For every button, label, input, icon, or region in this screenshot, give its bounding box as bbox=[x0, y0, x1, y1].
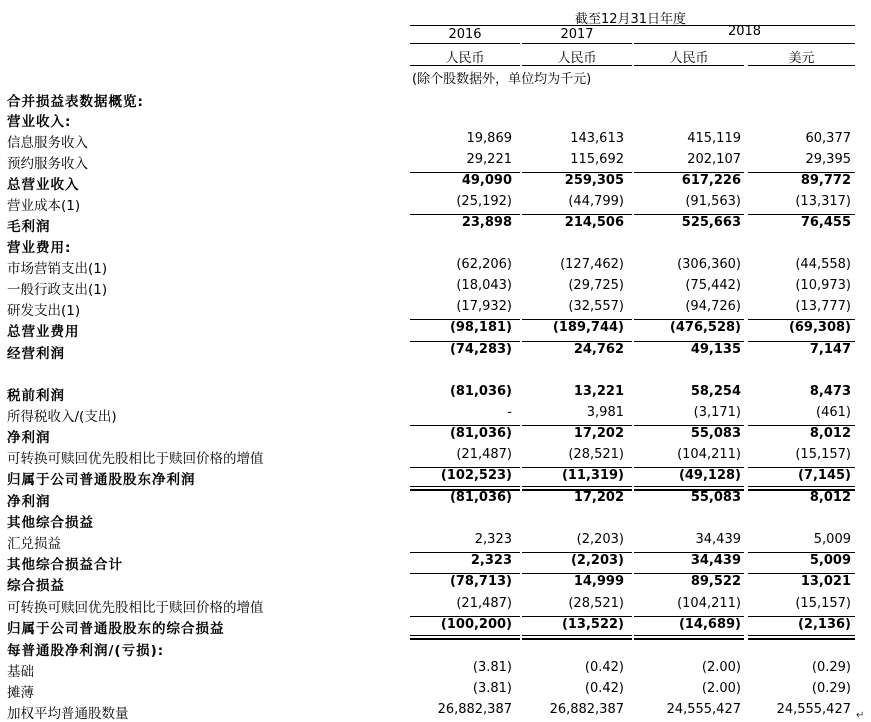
total-rule bbox=[748, 638, 855, 640]
double-rule bbox=[634, 486, 744, 487]
row-value-col-0: (102,523) bbox=[440, 468, 512, 483]
row-value-col-0: (21,487) bbox=[456, 447, 512, 462]
row-value-col-2: 55,083 bbox=[690, 490, 741, 505]
row-value-col-0: 19,869 bbox=[466, 131, 512, 146]
row-value-col-1: (2,203) bbox=[576, 532, 624, 547]
row-value-col-1: 17,202 bbox=[573, 490, 624, 505]
row-value-col-1: (0.42) bbox=[584, 660, 624, 675]
row-value-col-0: (25,192) bbox=[456, 194, 512, 209]
table-row bbox=[0, 297, 871, 318]
total-rule bbox=[522, 489, 632, 491]
row-value-col-1: 13,221 bbox=[573, 384, 624, 399]
row-value-col-1: (28,521) bbox=[568, 596, 624, 611]
total-rule bbox=[410, 489, 520, 491]
total-rule bbox=[634, 573, 744, 574]
row-value-col-3: 8,012 bbox=[809, 426, 851, 441]
row-value-col-1: 115,692 bbox=[570, 152, 624, 167]
currency-2018-usd: 美元 bbox=[788, 51, 815, 66]
row-value-col-2: 55,083 bbox=[690, 426, 741, 441]
total-rule bbox=[634, 319, 744, 320]
row-label: 摊薄 bbox=[7, 685, 34, 701]
unit-note: (除个股数据外，单位均为千元) bbox=[412, 72, 592, 87]
row-label: 信息服务收入 bbox=[7, 135, 88, 151]
row-value-col-3: (15,157) bbox=[795, 447, 851, 462]
row-value-col-3: 60,377 bbox=[805, 131, 851, 146]
total-rule bbox=[410, 425, 520, 426]
year-2016: 2016 bbox=[448, 27, 482, 42]
row-label: 总营业费用 bbox=[7, 324, 80, 340]
row-label: 税前利润 bbox=[7, 388, 65, 404]
row-value-col-1: (0.42) bbox=[584, 681, 624, 696]
double-rule bbox=[748, 486, 855, 487]
row-value-col-0: (98,181) bbox=[449, 320, 512, 335]
row-value-col-0: 26,882,387 bbox=[437, 702, 512, 717]
row-value-col-3: 8,473 bbox=[809, 384, 851, 399]
row-value-col-2: (2.00) bbox=[701, 681, 741, 696]
row-value-col-1: (29,725) bbox=[568, 278, 624, 293]
row-value-col-2: 34,439 bbox=[690, 553, 741, 568]
row-label: 所得税收入/(支出) bbox=[7, 409, 117, 425]
row-label: 可转换可赎回优先股相比于赎回价格的增值 bbox=[7, 451, 264, 467]
table-row bbox=[0, 276, 871, 297]
row-value-col-3: (2,136) bbox=[797, 617, 851, 632]
row-value-col-1: 14,999 bbox=[573, 574, 624, 589]
row-label: 合并损益表数据概览: bbox=[7, 94, 144, 110]
row-label: 市场营销支出(1) bbox=[7, 261, 108, 277]
row-value-col-3: (0.29) bbox=[811, 660, 851, 675]
table-row bbox=[0, 572, 871, 593]
year-underline-2018 bbox=[634, 43, 855, 44]
row-label: 总营业收入 bbox=[7, 177, 80, 193]
table-row bbox=[0, 171, 871, 192]
row-value-col-0: 23,898 bbox=[461, 215, 512, 230]
table-row bbox=[0, 382, 871, 403]
row-value-col-2: 34,439 bbox=[695, 532, 741, 547]
row-value-col-3: 76,455 bbox=[800, 215, 851, 230]
row-value-col-0: (81,036) bbox=[449, 490, 512, 505]
table-row bbox=[0, 700, 871, 721]
row-value-col-3: 24,555,427 bbox=[776, 702, 851, 717]
row-value-col-1: (13,522) bbox=[561, 617, 624, 632]
row-value-col-0: (78,713) bbox=[449, 574, 512, 589]
table-row bbox=[0, 551, 871, 572]
total-rule bbox=[522, 552, 632, 553]
table-row bbox=[0, 88, 871, 109]
total-rule bbox=[634, 214, 744, 215]
row-label: 净利润 bbox=[7, 494, 51, 510]
total-rule bbox=[634, 616, 744, 617]
row-value-col-0: - bbox=[507, 405, 512, 420]
row-value-col-3: 5,009 bbox=[813, 532, 851, 547]
table-row bbox=[0, 424, 871, 445]
total-rule bbox=[410, 214, 520, 215]
row-value-col-0: (62,206) bbox=[456, 257, 512, 272]
row-value-col-2: 202,107 bbox=[687, 152, 741, 167]
table-row bbox=[0, 530, 871, 551]
currency-underline-2 bbox=[634, 65, 744, 66]
total-rule bbox=[634, 467, 744, 468]
total-rule bbox=[748, 319, 855, 320]
row-value-col-0: 29,221 bbox=[466, 152, 512, 167]
table-row bbox=[0, 192, 871, 213]
row-value-col-1: (2,203) bbox=[570, 553, 624, 568]
row-value-col-3: (13,317) bbox=[795, 194, 851, 209]
row-value-col-2: (94,726) bbox=[685, 299, 741, 314]
currency-underline-0 bbox=[410, 65, 520, 66]
total-rule bbox=[522, 573, 632, 574]
total-rule bbox=[634, 489, 744, 491]
row-label: 归属于公司普通股股东净利润 bbox=[7, 472, 196, 488]
total-rule bbox=[748, 341, 855, 342]
row-value-col-3: 5,009 bbox=[809, 553, 851, 568]
total-rule bbox=[634, 341, 744, 342]
row-label: 其他综合损益 bbox=[7, 515, 94, 531]
total-rule bbox=[634, 425, 744, 426]
total-rule bbox=[522, 616, 632, 617]
total-rule bbox=[410, 616, 520, 617]
table-row bbox=[0, 466, 871, 487]
double-rule bbox=[522, 486, 632, 487]
row-label: 可转换可赎回优先股相比于赎回价格的增值 bbox=[7, 600, 264, 616]
row-value-col-0: (74,283) bbox=[449, 342, 512, 357]
currency-underline-1 bbox=[522, 65, 632, 66]
double-rule bbox=[748, 635, 855, 636]
double-rule bbox=[410, 486, 520, 487]
table-row bbox=[0, 213, 871, 234]
double-rule bbox=[522, 635, 632, 636]
row-value-col-3: (15,157) bbox=[795, 596, 851, 611]
row-value-col-3: (7,145) bbox=[797, 468, 851, 483]
row-value-col-2: 49,135 bbox=[690, 342, 741, 357]
total-rule bbox=[522, 638, 632, 640]
row-label: 研发支出(1) bbox=[7, 303, 81, 319]
row-value-col-0: (21,487) bbox=[456, 596, 512, 611]
table-row bbox=[0, 615, 871, 636]
total-rule bbox=[410, 552, 520, 553]
year-2017: 2017 bbox=[560, 27, 594, 42]
row-value-col-0: (18,043) bbox=[456, 278, 512, 293]
row-value-col-1: 214,506 bbox=[564, 215, 624, 230]
row-value-col-2: (476,528) bbox=[669, 320, 741, 335]
row-value-col-3: 89,772 bbox=[800, 173, 851, 188]
table-row bbox=[0, 403, 871, 424]
total-rule bbox=[522, 319, 632, 320]
row-label: 净利润 bbox=[7, 430, 51, 446]
table-row bbox=[0, 658, 871, 679]
row-label: 营业成本(1) bbox=[7, 198, 81, 214]
row-value-col-1: (11,319) bbox=[561, 468, 624, 483]
row-value-col-1: (189,744) bbox=[552, 320, 624, 335]
year-underline-2016 bbox=[410, 43, 520, 44]
table-row bbox=[0, 637, 871, 658]
row-value-col-2: (104,211) bbox=[677, 447, 741, 462]
row-value-col-1: 17,202 bbox=[573, 426, 624, 441]
table-row bbox=[0, 445, 871, 466]
row-value-col-3: 29,395 bbox=[805, 152, 851, 167]
row-value-col-0: (3.81) bbox=[472, 681, 512, 696]
period-header: 截至12月31日年度 bbox=[574, 12, 687, 27]
total-rule bbox=[748, 616, 855, 617]
row-value-col-3: 8,012 bbox=[809, 490, 851, 505]
total-rule bbox=[410, 573, 520, 574]
row-value-col-2: (14,689) bbox=[678, 617, 741, 632]
total-rule bbox=[634, 172, 744, 173]
row-value-col-2: 89,522 bbox=[690, 574, 741, 589]
row-value-col-2: (2.00) bbox=[701, 660, 741, 675]
row-label: 预约服务收入 bbox=[7, 156, 88, 172]
row-label: 营业收入: bbox=[7, 114, 72, 130]
year-underline-2017 bbox=[522, 43, 632, 44]
row-value-col-3: (44,558) bbox=[795, 257, 851, 272]
total-rule bbox=[522, 341, 632, 342]
total-rule bbox=[748, 489, 855, 491]
total-rule bbox=[634, 552, 744, 553]
total-rule bbox=[748, 552, 855, 553]
double-rule bbox=[634, 635, 744, 636]
row-label: 经营利润 bbox=[7, 346, 65, 362]
total-rule bbox=[748, 214, 855, 215]
total-rule bbox=[748, 425, 855, 426]
total-rule bbox=[748, 573, 855, 574]
row-label: 汇兑损益 bbox=[7, 536, 61, 552]
row-value-col-2: (3,171) bbox=[693, 405, 741, 420]
total-rule bbox=[748, 172, 855, 173]
row-value-col-1: 26,882,387 bbox=[549, 702, 624, 717]
table-row bbox=[0, 488, 871, 509]
row-label: 归属于公司普通股股东的综合损益 bbox=[7, 621, 225, 637]
row-value-col-1: 24,762 bbox=[573, 342, 624, 357]
table-row bbox=[0, 150, 871, 171]
row-value-col-1: (32,557) bbox=[568, 299, 624, 314]
total-rule bbox=[634, 638, 744, 640]
row-value-col-2: (104,211) bbox=[677, 596, 741, 611]
total-rule bbox=[748, 467, 855, 468]
row-value-col-2: 415,119 bbox=[687, 131, 741, 146]
table-row bbox=[0, 129, 871, 150]
row-value-col-1: (127,462) bbox=[560, 257, 624, 272]
total-rule bbox=[522, 425, 632, 426]
table-row bbox=[0, 318, 871, 339]
total-rule bbox=[410, 467, 520, 468]
row-value-col-3: (69,308) bbox=[788, 320, 851, 335]
row-value-col-2: 617,226 bbox=[681, 173, 741, 188]
row-value-col-3: (0.29) bbox=[811, 681, 851, 696]
row-value-col-0: (3.81) bbox=[472, 660, 512, 675]
total-rule bbox=[410, 638, 520, 640]
total-rule bbox=[522, 214, 632, 215]
row-label: 毛利润 bbox=[7, 219, 51, 235]
row-value-col-1: 3,981 bbox=[586, 405, 624, 420]
row-label: 每普通股净利润/(亏损): bbox=[7, 643, 165, 659]
row-value-col-3: (10,973) bbox=[795, 278, 851, 293]
row-value-col-0: 2,323 bbox=[470, 553, 512, 568]
end-mark: ↵ bbox=[856, 710, 865, 721]
row-label: 一般行政支出(1) bbox=[7, 282, 108, 298]
row-label: 加权平均普通股数量 bbox=[7, 706, 129, 722]
row-value-col-0: (17,932) bbox=[456, 299, 512, 314]
table-row bbox=[0, 594, 871, 615]
row-value-col-0: (81,036) bbox=[449, 384, 512, 399]
row-value-col-2: 24,555,427 bbox=[666, 702, 741, 717]
row-label: 其他综合损益合计 bbox=[7, 557, 123, 573]
row-value-col-2: 525,663 bbox=[681, 215, 741, 230]
row-value-col-0: (81,036) bbox=[449, 426, 512, 441]
currency-2016: 人民币 bbox=[445, 51, 485, 66]
table-row bbox=[0, 509, 871, 530]
double-rule bbox=[410, 635, 520, 636]
total-rule bbox=[410, 319, 520, 320]
row-label: 基础 bbox=[7, 664, 34, 680]
row-value-col-1: 143,613 bbox=[570, 131, 624, 146]
row-value-col-1: (44,799) bbox=[568, 194, 624, 209]
row-value-col-0: 2,323 bbox=[474, 532, 512, 547]
table-row bbox=[0, 108, 871, 129]
table-row bbox=[0, 255, 871, 276]
row-value-col-2: (91,563) bbox=[685, 194, 741, 209]
row-value-col-2: 58,254 bbox=[690, 384, 741, 399]
table-row bbox=[0, 340, 871, 361]
currency-2018-rmb: 人民币 bbox=[669, 51, 709, 66]
row-label: 营业费用: bbox=[7, 240, 72, 256]
row-value-col-2: (306,360) bbox=[677, 257, 741, 272]
total-rule bbox=[522, 172, 632, 173]
currency-2017: 人民币 bbox=[557, 51, 597, 66]
year-2018: 2018 bbox=[727, 24, 762, 39]
row-value-col-0: (100,200) bbox=[440, 617, 512, 632]
row-value-col-0: 49,090 bbox=[461, 173, 512, 188]
table-row bbox=[0, 234, 871, 255]
total-rule bbox=[410, 172, 520, 173]
row-value-col-3: 7,147 bbox=[809, 342, 851, 357]
row-value-col-3: (13,777) bbox=[795, 299, 851, 314]
row-value-col-1: 259,305 bbox=[564, 173, 624, 188]
total-rule bbox=[410, 341, 520, 342]
row-value-col-2: (49,128) bbox=[678, 468, 741, 483]
row-label: 综合损益 bbox=[7, 578, 65, 594]
row-value-col-3: (461) bbox=[816, 405, 851, 420]
total-rule bbox=[522, 467, 632, 468]
currency-underline-3 bbox=[748, 65, 855, 66]
table-row bbox=[0, 679, 871, 700]
row-value-col-2: (75,442) bbox=[685, 278, 741, 293]
row-value-col-1: (28,521) bbox=[568, 447, 624, 462]
row-value-col-3: 13,021 bbox=[800, 574, 851, 589]
